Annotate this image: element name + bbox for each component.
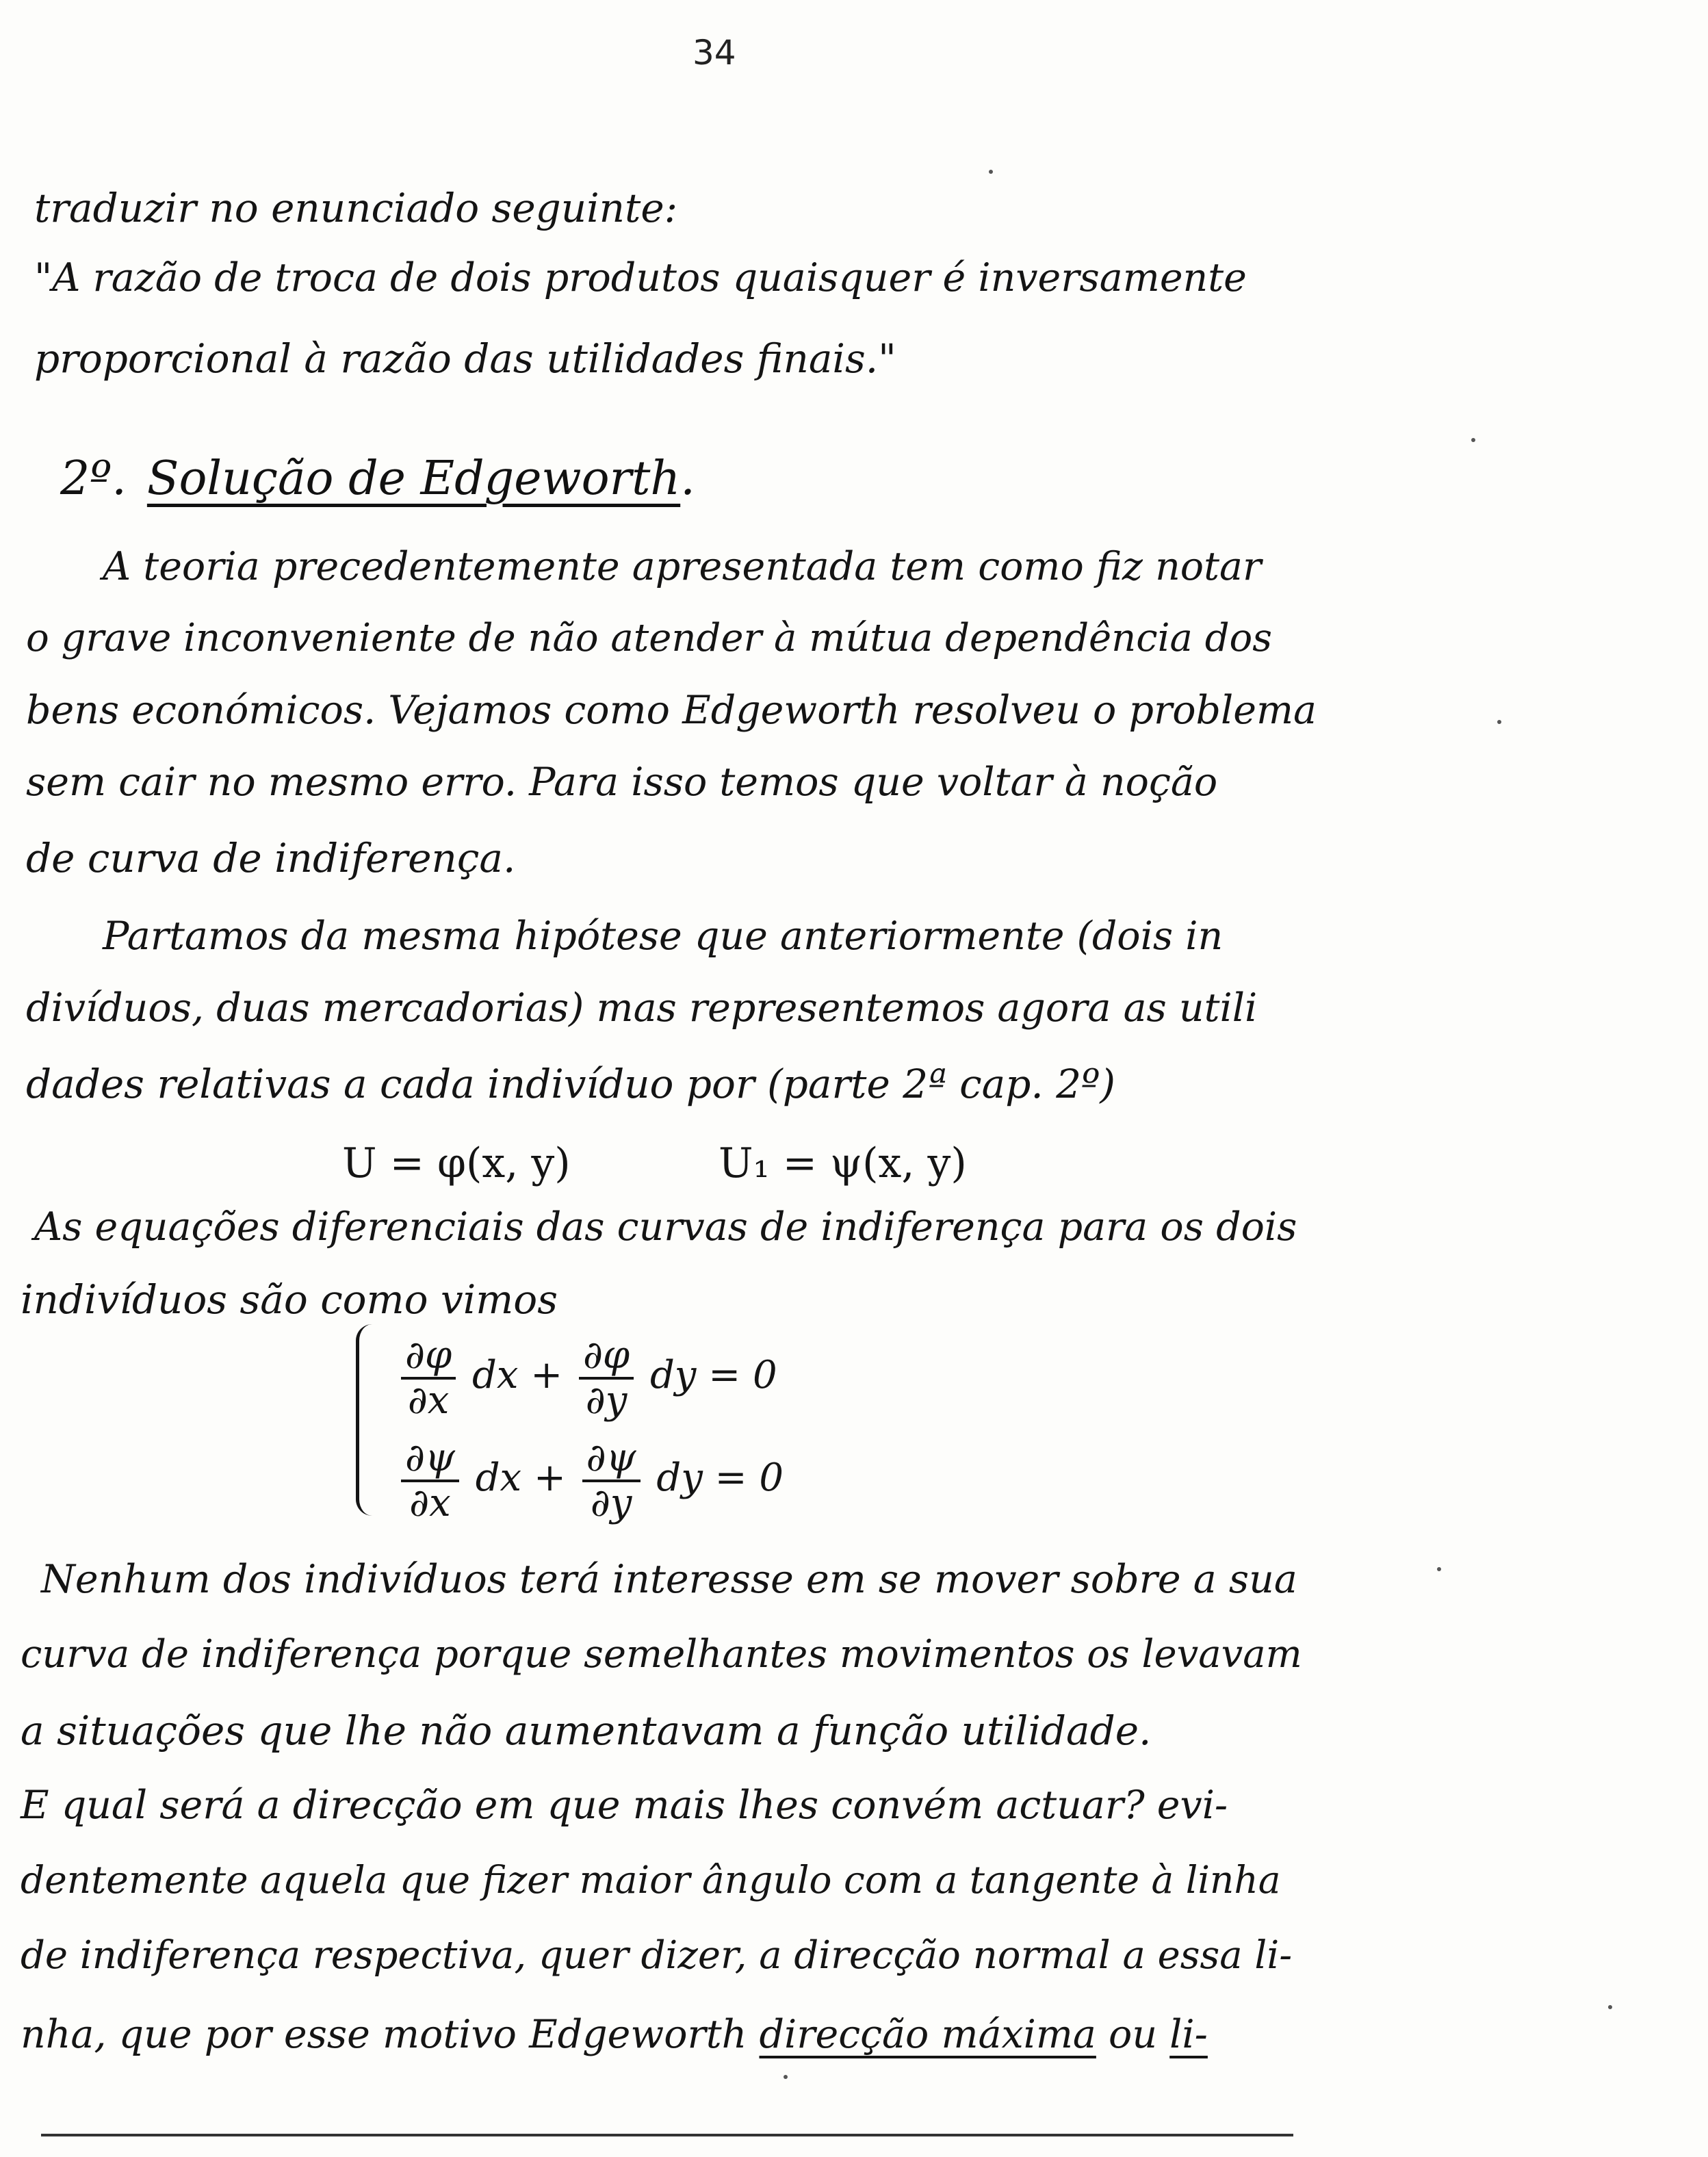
scan-speck	[1497, 720, 1501, 724]
paragraph-1-line-1: A teoria precedentemente apresentada tem como fiz notar	[103, 544, 1262, 589]
page-number: 34	[693, 33, 736, 73]
paragraph-2-line-2: divíduos, duas mercadorias) mas representemos agora as utili	[26, 985, 1258, 1031]
paragraph-1-line-2: o grave inconveniente de não atender à mútua dependência dos	[26, 616, 1273, 660]
section-title: Solução de Edgeworth	[146, 452, 681, 506]
term-2b: dy = 0	[656, 1456, 784, 1501]
page-bottom-edge	[41, 2134, 1293, 2136]
fraction-2b	[582, 1437, 640, 1524]
paragraph-1-line-4: sem cair no mesmo erro. Para isso temos que voltar à noção	[26, 760, 1218, 805]
utility-equation-1: U = φ(x, y)	[342, 1139, 571, 1187]
fraction-1a-numerator: ∂φ	[401, 1334, 456, 1380]
paragraph-3-line-1: As equações diferenciais das curvas de indiferença para os dois	[34, 1204, 1297, 1250]
section-number: 2º.	[60, 452, 127, 506]
fraction-1b-numerator: ∂φ	[579, 1334, 634, 1380]
paragraph-1-line-5: de curva de indiferença.	[26, 835, 516, 881]
paragraph-4-line-1: Nenhum dos indivíduos terá interesse em se mover sobre a sua	[41, 1557, 1297, 1602]
heading-period: .	[680, 452, 695, 506]
paragraph-4-line-7	[21, 2012, 1208, 2057]
differential-equation-1	[397, 1334, 777, 1421]
fraction-1a	[401, 1334, 456, 1421]
paragraph-2-line-3: dades relativas a cada indivíduo por (parte 2ª cap. 2º)	[26, 1061, 1115, 1107]
paragraph-4-line-4: E qual será a direcção em que mais lhes convém actuar? evi-	[21, 1783, 1228, 1828]
fraction-2b-numerator: ∂ψ	[582, 1437, 640, 1482]
opening-line-3: proporcional à razão das utilidades finais."	[34, 335, 896, 382]
paragraph-2-line-1: Partamos da mesma hipótese que anteriormente (dois in	[103, 914, 1224, 959]
paragraph-1-line-3: bens económicos. Vejamos como Edgeworth resolveu o problema	[26, 688, 1317, 733]
last-line-prefix: nha, que por esse motivo Edgeworth	[21, 2012, 760, 2057]
plus-2: +	[533, 1456, 566, 1501]
term-1b: dy = 0	[649, 1353, 777, 1398]
scan-speck	[1437, 1567, 1441, 1571]
term-2a: dx	[475, 1456, 522, 1501]
opening-line-2: "A razão de troca de dois produtos quaisquer é inversamente	[34, 255, 1247, 300]
scan-speck	[1471, 438, 1475, 442]
paragraph-4-line-2: curva de indiferença porque semelhantes movimentos os levavam	[21, 1632, 1302, 1677]
plus-1: +	[530, 1353, 563, 1398]
scan-speck	[784, 2075, 788, 2079]
fraction-1b	[579, 1334, 634, 1421]
fraction-2b-denominator: ∂y	[590, 1480, 632, 1525]
fraction-2a-denominator: ∂x	[409, 1480, 451, 1525]
paragraph-4-line-6: de indiferença respectiva, quer dizer, a direcção normal a essa li-	[21, 1933, 1293, 1978]
emphasized-continuation: li-	[1169, 2012, 1208, 2057]
fraction-1b-denominator: ∂y	[585, 1378, 627, 1423]
opening-line-1: traduzir no enunciado seguinte:	[34, 185, 678, 231]
fraction-2a-numerator: ∂ψ	[401, 1437, 459, 1482]
emphasized-term: direcção máxima	[759, 2012, 1096, 2057]
fraction-1a-denominator: ∂x	[407, 1378, 450, 1423]
utility-equation-2: U₁ = ψ(x, y)	[719, 1139, 967, 1187]
section-heading	[60, 452, 695, 506]
last-line-middle: ou	[1096, 2012, 1170, 2057]
equation-system-brace	[356, 1324, 377, 1516]
paragraph-4-line-5: dentemente aquela que fizer maior ângulo com a tangente à linha	[21, 1858, 1281, 1902]
differential-equation-2	[397, 1437, 784, 1524]
paragraph-4-line-3: a situações que lhe não aumentavam a função utilidade.	[21, 1707, 1152, 1754]
term-1a: dx	[471, 1353, 519, 1398]
scan-speck	[989, 170, 993, 174]
paragraph-3-line-2: indivíduos são como vimos	[21, 1276, 558, 1323]
fraction-2a	[401, 1437, 459, 1524]
scan-speck	[1608, 2005, 1612, 2009]
